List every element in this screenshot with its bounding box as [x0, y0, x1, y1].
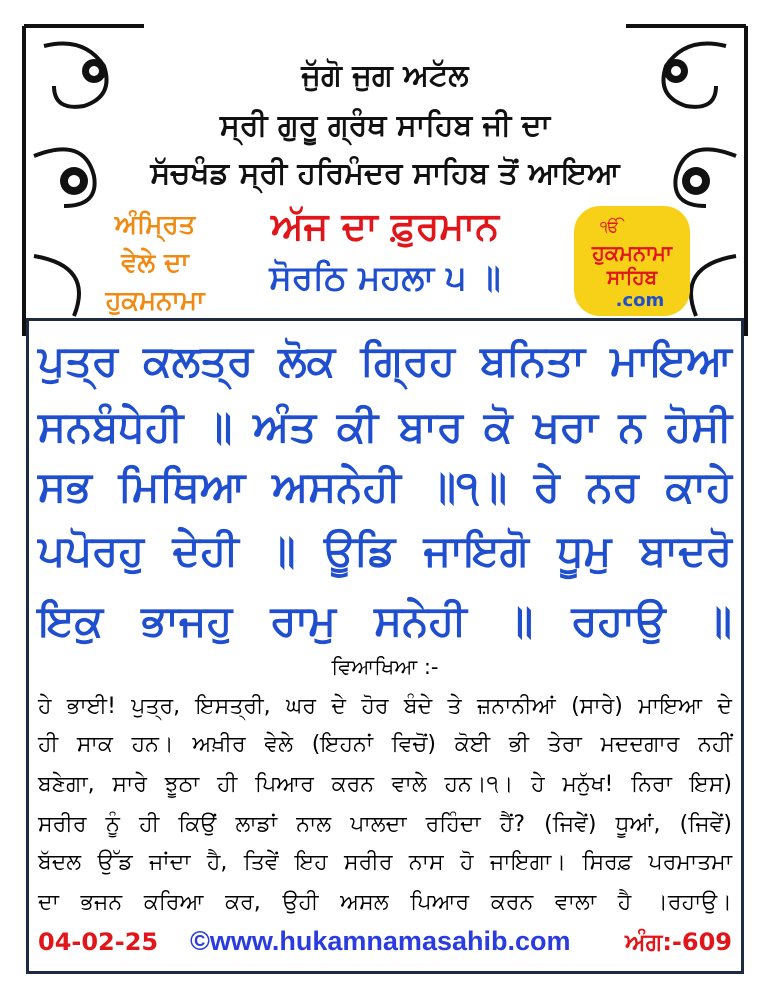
shabad-heading: ਸੋਰਠਿ ਮਹਲਾ ੫ ॥	[269, 258, 501, 298]
header-line-1: ਜੁੱਗੋ ਜੁਗ ਅਟੱਲ	[301, 58, 469, 93]
hukamnama-sahib-logo	[570, 202, 694, 320]
logo-line-3: .com	[615, 290, 665, 311]
footer	[38, 928, 732, 964]
date-label: 04-02-25	[38, 928, 159, 956]
ang-number: ਅੰਗ:-609	[624, 928, 732, 956]
verse-line-3: ਸਭ ਮਿਥਿਆ ਅਸਨੇਹੀ ॥੧॥ ਰੇ ਨਰ ਕਾਹੇ	[38, 462, 732, 511]
amrit-line-2: ਵੇਲੇ ਦਾ	[121, 248, 189, 278]
verse-line-5: ਇਕੁ ਭਾਜਹੁ ਰਾਮੁ ਸਨੇਹੀ ॥ ਰਹਾਉ ॥	[38, 596, 732, 645]
header-line-3: ਸੱਚਖੰਡ ਸ੍ਰੀ ਹਰਿਮੰਦਰ ਸਾਹਿਬ ਤੋਂ ਆਇਆ	[150, 156, 620, 191]
logo-line-1: ਹੁਕਮਨਾਮਾ	[592, 241, 672, 265]
translation-line-5: ਬੱਦਲ ਉੱਡ ਜਾਂਦਾ ਹੈ, ਤਿਵੇਂ ਇਹ ਸਰੀਰ ਨਾਸ ਹੋ ਜਾਇਗਾ। ਸਿਰਫ਼ ਪਰਮਾਤਮਾ	[38, 850, 732, 875]
header-line-2: ਸ੍ਰੀ ਗੁਰੂ ਗ੍ਰੰਥ ਸਾਹਿਬ ਜੀ ਦਾ	[219, 108, 551, 143]
translation-line-1: ਹੇ ਭਾਈ! ਪੁਤ੍ਰ, ਇਸਤ੍ਰੀ, ਘਰ ਦੇ ਹੋਰ ਬੰਦੇ ਤੇ ਜ਼ਨਾਨੀਆਂ (ਸਾਰੇ) ਮਾਇਆ ਦੇ	[38, 694, 732, 719]
verse-line-1: ਪੁਤ੍ਰ ਕਲਤ੍ਰ ਲੋਕ ਗ੍ਰਿਹ ਬਨਿਤਾ ਮਾਇਆ	[38, 336, 732, 385]
verse-line-2: ਸਨਬੰਧੇਹੀ ॥ ਅੰਤ ਕੀ ਬਾਰ ਕੋ ਖਰਾ ਨ ਹੋਸੀ	[38, 402, 732, 451]
translation-line-3: ਬਣੇਗਾ, ਸਾਰੇ ਝੂਠਾ ਹੀ ਪਿਆਰ ਕਰਨ ਵਾਲੇ ਹਨ।੧। ਹੇ ਮਨੁੱਖ! ਨਿਰਾ ਇਸ)	[38, 772, 732, 797]
vyakhya-label: ਵਿਆਖਿਆ :-	[331, 655, 439, 679]
translation-line-6: ਦਾ ਭਜਨ ਕਰਿਆ ਕਰ, ਉਹੀ ਅਸਲ ਪਿਆਰ ਕਰਨ ਵਾਲਾ ਹੈ ।ਰਹਾਉ।	[38, 890, 732, 915]
logo-line-2: ਸਾਹਿਬ	[606, 265, 658, 289]
page-title: ਅੱਜ ਦਾ ਫ਼ੁਰਮਾਨ	[270, 204, 500, 248]
translation-line-4: ਸਰੀਰ ਨੂੰ ਹੀ ਕਿਉਂ ਲਾਡਾਂ ਨਾਲ ਪਾਲਦਾ ਰਹਿੰਦਾ ਹੈਂ? (ਜਿਵੇਂ) ਧੂਆਂ, (ਜਿਵੇਂ)	[38, 812, 732, 837]
amrit-line-1: ਅੰਮ੍ਰਿਤ	[114, 210, 196, 240]
website-link[interactable]: ©www.hukamnamasahib.com	[190, 926, 571, 956]
amrit-line-3: ਹੁਕਮਨਾਮਾ	[105, 286, 205, 316]
logo-ek-onkar: ੴ	[600, 217, 620, 236]
verse-line-4: ਪਪੋਰਹੁ ਦੇਹੀ ॥ ਊਡਿ ਜਾਇਗੋ ਧੂਮੁ ਬਾਦਰੋ	[38, 526, 732, 575]
translation-line-2: ਹੀ ਸਾਕ ਹਨ। ਅਖ਼ੀਰ ਵੇਲੇ (ਇਹਨਾਂ ਵਿਚੋਂ) ਕੋਈ ਭੀ ਤੇਰਾ ਮਦਦਗਾਰ ਨਹੀਂ	[38, 732, 732, 757]
